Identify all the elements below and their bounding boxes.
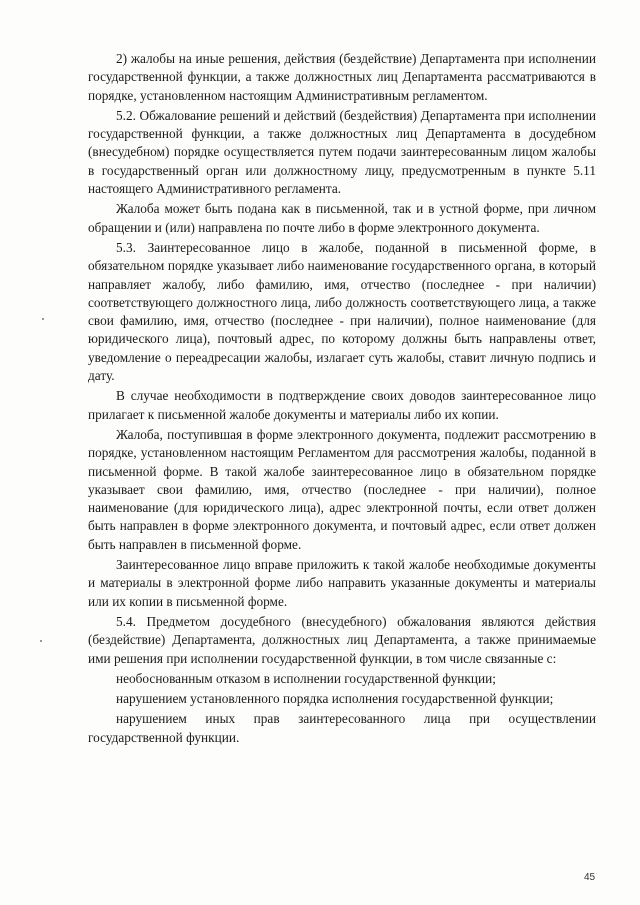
- page-number: 45: [584, 872, 596, 883]
- paragraph-5-2-appeal-procedure: 5.2. Обжалование решений и действий (бездействия) Департамента при исполнении государственной функции, а также должностных лиц Департамента в досудебном (внесудебном) порядке осуществляется путем подачи заинтересованным лицом жалобы в государственный орган или должностному лицу, предусмотренным в пункте 5.11 настоящего Административного регламента.: [88, 107, 596, 197]
- paragraph-5-4-subject-of-appeal: 5.4. Предметом досудебного (внесудебного) обжалования являются действия (бездействие) Департамента, должностных лиц Департамента, а также принимаемые ими решения при исполнении государственной функции, в том числе связанные с:: [88, 613, 596, 666]
- paragraph-5-3-written-complaint-contents: 5.3. Заинтересованное лицо в жалобе, поданной в письменной форме, в обязательном порядке указывает либо наименование государственного органа, в который направляет жалобу, либо фамилию, имя, отчество (последнее - при наличии) соответствующего должностного лица, либо должность соответствующего лица, а также свои фамилию, имя, отчество (последнее - при наличии), полное наименование (для юридического лица), почтовый адрес, по которому должны быть направлены ответ, уведомление о переадресации жалобы, излагает суть жалобы, ставит личную подпись и дату.: [88, 239, 596, 384]
- paragraph-supporting-documents: В случае необходимости в подтверждение своих доводов заинтересованное лицо прилагает к письменной жалобе документы и материалы либо их копии.: [88, 388, 596, 422]
- paragraph-electronic-complaint: Жалоба, поступившая в форме электронного документа, подлежит рассмотрению в порядке, установленном настоящим Регламентом для рассмотрения жалобы, поданной в письменной форме. В такой жалобе заинтересованное лицо в обязательном порядке указывает свои фамилию, имя, отчество (последнее - при наличии), полное наименование (для юридического лица), адрес электронной почты, если ответ должен быть направлен в форме электронного документа, и почтовый адрес, если ответ должен быть направлен в письменной форме.: [88, 426, 596, 552]
- list-item-procedure-violation: нарушением установленного порядка исполнения государственной функции;: [116, 691, 554, 707]
- list-item-rights-violation: нарушением иных прав заинтересованного лица при осуществлении государственной функции.: [88, 711, 596, 745]
- scan-speck: [42, 318, 44, 320]
- scan-speck: [40, 640, 42, 642]
- paragraph-complaints-other-decisions: 2) жалобы на иные решения, действия (бездействие) Департамента при исполнении государственной функции, а также должностных лиц Департамента рассматриваются в порядке, установленном настоящим Административным регламентом.: [88, 51, 596, 103]
- paragraph-electronic-attachments: Заинтересованное лицо вправе приложить к такой жалобе необходимые документы и материалы в электронной форме либо направить указанные документы и материалы или их копии в письменной форме.: [88, 557, 596, 609]
- document-body: [88, 50, 596, 747]
- paragraph-complaint-forms: Жалоба может быть подана как в письменной, так и в устной форме, при личном обращении и (или) направлена по почте либо в форме электронного документа.: [88, 201, 596, 235]
- list-item-unjustified-refusal: необоснованным отказом в исполнении государственной функции;: [116, 670, 496, 686]
